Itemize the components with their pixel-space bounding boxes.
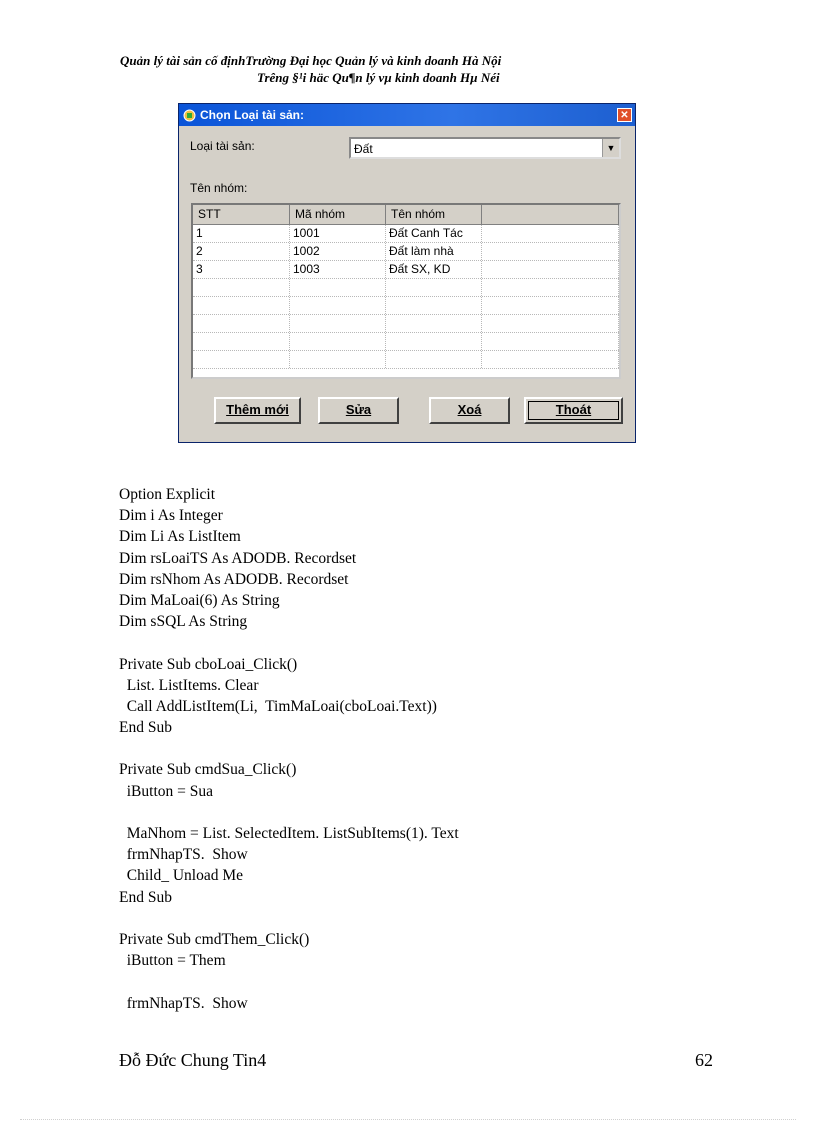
page-header xyxy=(120,52,620,86)
app-icon xyxy=(183,109,196,122)
table-row[interactable] xyxy=(193,261,619,279)
table-row[interactable] xyxy=(193,243,619,261)
chevron-down-icon[interactable]: ▼ xyxy=(602,139,619,157)
choose-asset-type-dialog xyxy=(178,103,636,443)
asset-type-combo[interactable] xyxy=(349,137,621,159)
edit-button[interactable]: Sửa xyxy=(318,397,399,424)
code-listing xyxy=(119,484,679,1014)
exit-button[interactable]: Thoát xyxy=(524,397,623,424)
close-icon[interactable]: ✕ xyxy=(617,108,632,122)
code-line: Private Sub cboLoai_Click() xyxy=(119,655,298,673)
code-line: Dim MaLoai(6) As String xyxy=(119,591,280,609)
empty-row xyxy=(193,333,619,351)
code-line: iButton = Sua xyxy=(119,782,213,800)
row-code: 1002 xyxy=(290,243,386,260)
column-header-code[interactable]: Mã nhóm xyxy=(290,205,386,224)
code-line: Dim rsLoaiTS As ADODB. Recordset xyxy=(119,549,357,567)
code-line: List. ListItems. Clear xyxy=(119,676,259,694)
header-line-2: Trêng §¹i häc Qu¶n lý vµ kinh doanh Hµ Néi xyxy=(257,70,500,85)
code-line xyxy=(119,738,679,759)
code-line: Dim i As Integer xyxy=(119,507,223,525)
header-line-1: Quản lý tài sản cố địnhTrường Đại học Quản lý và kinh doanh Hà Nội xyxy=(120,53,502,68)
row-code: 1003 xyxy=(290,261,386,278)
code-line: frmNhapTS. Show xyxy=(119,994,248,1012)
asset-type-value: Đất xyxy=(354,142,373,156)
row-name: Đất SX, KD xyxy=(386,261,482,278)
group-name-label: Tên nhóm: xyxy=(190,181,248,195)
dialog-title: Chọn Loại tài sản: xyxy=(200,108,305,122)
row-code: 1001 xyxy=(290,225,386,242)
group-list[interactable] xyxy=(191,203,621,379)
code-line: Dim rsNhom As ADODB. Recordset xyxy=(119,570,349,588)
empty-row xyxy=(193,315,619,333)
code-line: frmNhapTS. Show xyxy=(119,846,248,864)
row-stt: 1 xyxy=(193,225,290,242)
row-stt: 2 xyxy=(193,243,290,260)
empty-row xyxy=(193,351,619,369)
code-line: iButton = Them xyxy=(119,952,226,970)
column-header-name[interactable]: Tên nhóm xyxy=(386,205,482,224)
footer-author: Đỗ Đức Chung Tin4 xyxy=(119,1050,267,1070)
code-line: Option Explicit xyxy=(119,486,216,503)
code-line: Call AddListItem(Li, TimMaLoai(cboLoai.Text)) xyxy=(119,697,437,715)
code-line: Child_ Unload Me xyxy=(119,867,243,885)
column-header-stt[interactable]: STT xyxy=(193,205,290,224)
code-line xyxy=(119,802,679,823)
empty-row xyxy=(193,297,619,315)
column-header-empty xyxy=(482,205,619,224)
asset-type-label: Loại tài sản: xyxy=(190,139,255,153)
code-line xyxy=(119,971,679,992)
delete-button[interactable]: Xoá xyxy=(429,397,510,424)
row-stt: 3 xyxy=(193,261,290,278)
code-line: End Sub xyxy=(119,888,172,906)
code-line: End Sub xyxy=(119,719,172,737)
add-button[interactable]: Thêm mới xyxy=(214,397,301,424)
code-line: Dim sSQL As String xyxy=(119,613,248,631)
row-name: Đất làm nhà xyxy=(386,243,482,260)
dialog-titlebar[interactable] xyxy=(179,104,635,126)
code-line: MaNhom = List. SelectedItem. ListSubItems(1). Text xyxy=(119,825,459,842)
code-line xyxy=(119,908,679,929)
page-divider xyxy=(20,1119,796,1120)
code-line: Dim Li As ListItem xyxy=(119,528,241,546)
page-number: 62 xyxy=(695,1050,713,1070)
code-line: Private Sub cmdSua_Click() xyxy=(119,761,297,779)
empty-row xyxy=(193,279,619,297)
row-name: Đất Canh Tác xyxy=(386,225,482,242)
code-line: Private Sub cmdThem_Click() xyxy=(119,930,310,948)
list-header xyxy=(193,205,619,225)
code-line xyxy=(119,632,679,653)
table-row[interactable] xyxy=(193,225,619,243)
